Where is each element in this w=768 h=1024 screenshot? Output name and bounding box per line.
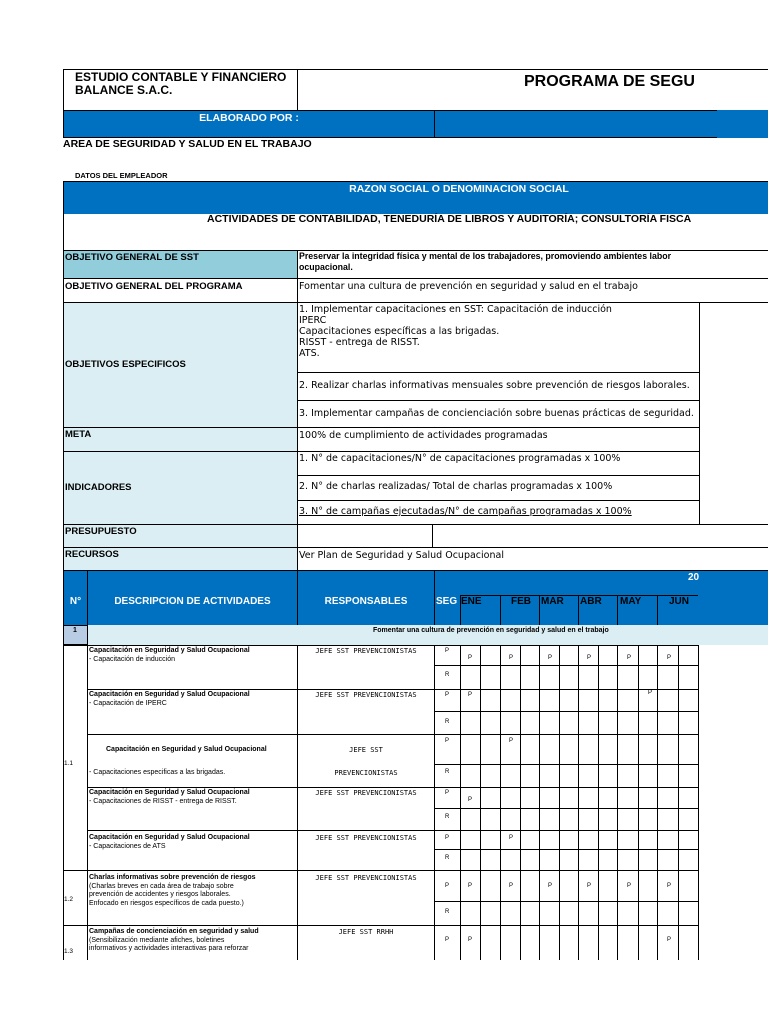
- activity-5-resp: JEFE SST PREVENCIONISTAS: [315, 834, 417, 842]
- seg-p-1: P: [445, 648, 450, 654]
- plan-6-mar: P: [548, 883, 553, 889]
- month-jun: JUN: [669, 596, 690, 607]
- col-desc-label: DESCRIPCION DE ACTIVIDADES: [114, 596, 271, 607]
- year-label: 20: [688, 572, 700, 583]
- activity-2-sub: - Capacitación de IPERC: [89, 699, 167, 707]
- grid-group-line: [63, 870, 87, 871]
- activity-5-desc: [89, 834, 250, 851]
- seg-r-5: R: [445, 855, 450, 861]
- activity-3-resp-line2: PREVENCIONISTAS: [334, 769, 398, 777]
- indicador-3: 3. N° de campañas ejecutadas/N° de campañas programadas x 100%: [299, 506, 632, 517]
- grid-row-line: [87, 734, 698, 735]
- datos-empleador-label: DATOS DEL EMPLEADOR: [75, 171, 168, 180]
- grid-row-line: [87, 925, 698, 926]
- esp1-line5: ATS.: [299, 348, 320, 359]
- grid-col-line: [698, 645, 699, 960]
- plan-6-ene: P: [468, 883, 473, 889]
- presupuesto-label: PRESUPUESTO: [65, 526, 137, 537]
- activity-4-title: Capacitación en Seguridad y Salud Ocupacional: [89, 789, 250, 796]
- activity-6-line4: Enfocado en riesgos específicos de cada puesto.): [89, 899, 244, 907]
- plan-1-feb: P: [509, 655, 514, 661]
- group-1-3-num: 1.3: [64, 948, 74, 955]
- grid-split-line: [434, 849, 698, 850]
- month-may: MAY: [620, 596, 642, 607]
- plan-1-mar: P: [548, 655, 553, 661]
- grid-split-line: [434, 665, 698, 666]
- plan-2-ene: P: [468, 692, 473, 698]
- area-title: AREA DE SEGURIDAD Y SALUD EN EL TRABAJO: [63, 138, 312, 150]
- group-1-1-num: 1.1: [64, 760, 74, 767]
- indicadores-label: INDICADORES: [65, 482, 132, 493]
- activity-1-desc: [89, 647, 250, 664]
- objetivo-especifico-2: 2. Realizar charlas informativas mensuales sobre prevención de riesgos laborales.: [299, 380, 690, 391]
- objetivo-especifico-3: 3. Implementar campañas de concienciación sobre buenas prácticas de seguridad.: [299, 408, 694, 419]
- grid-row-line: [87, 787, 698, 788]
- activity-3-resp-line1: JEFE SST: [349, 746, 383, 754]
- program-title: PROGRAMA DE SEGU: [524, 73, 695, 90]
- recursos-value: Ver Plan de Seguridad y Salud Ocupacional: [299, 550, 504, 561]
- seg-p-7: P: [445, 937, 450, 943]
- seg-r-2: R: [445, 719, 450, 725]
- activity-6-line1: Charlas informativas sobre prevención de riesgos: [89, 874, 256, 881]
- objetivo-sst-line1: Preservar la integridad física y mental de los trabajadores, promoviendo ambientes labor: [299, 251, 672, 261]
- month-abr: ABR: [580, 596, 602, 607]
- activity-4-resp: JEFE SST PREVENCIONISTAS: [315, 789, 417, 797]
- recursos-label: RECURSOS: [65, 549, 119, 560]
- grid-col-line: [480, 645, 481, 960]
- company-name-line2: BALANCE S.A.C.: [75, 83, 173, 97]
- activity-6-desc: [89, 874, 256, 908]
- activity-7-line2: (Sensibilización mediante afiches, boletines: [89, 936, 225, 944]
- plan-7-jun: P: [667, 937, 672, 943]
- actividades-text: ACTIVIDADES DE CONTABILIDAD, TENEDURÍA DE LIBROS Y AUDITORÍA; CONSULTORÍA FISCA: [207, 213, 692, 225]
- objetivo-programa-label: OBJETIVO GENERAL DEL PROGRAMA: [65, 281, 243, 292]
- plan-6-may: P: [627, 883, 632, 889]
- activity-5-title: Capacitación en Seguridad y Salud Ocupacional: [89, 834, 250, 841]
- plan-5-feb: P: [509, 835, 514, 841]
- grid-row-line: [87, 870, 698, 871]
- col-resp-label: RESPONSABLES: [324, 596, 408, 607]
- activity-5-sub: - Capacitaciones de ATS: [89, 842, 166, 850]
- section-title: Fomentar una cultura de prevención en seguridad y salud en el trabajo: [373, 627, 609, 634]
- activity-1-resp: JEFE SST PREVENCIONISTAS: [315, 647, 417, 655]
- plan-2-may: P: [648, 690, 653, 696]
- plan-1-may: P: [627, 655, 632, 661]
- meta-label: META: [65, 429, 92, 440]
- grid-group-line: [63, 645, 87, 646]
- grid-col-line: [657, 645, 658, 960]
- objetivos-especificos-label: OBJETIVOS ESPECIFICOS: [65, 359, 186, 370]
- grid-split-line: [434, 808, 698, 809]
- objetivo-programa-value: Fomentar una cultura de prevención en seguridad y salud en el trabajo: [299, 281, 638, 292]
- grid-col-line: [578, 645, 579, 960]
- activity-1-sub: - Capacitación de inducción: [89, 655, 175, 663]
- company-name-line1: ESTUDIO CONTABLE Y FINANCIERO: [75, 70, 287, 84]
- grid-group-line: [63, 925, 87, 926]
- grid-col-line: [539, 645, 540, 960]
- seg-r-3: R: [445, 769, 450, 775]
- col-n-label: N°: [69, 596, 82, 607]
- meta-value: 100% de cumplimiento de actividades programadas: [299, 430, 548, 441]
- seg-p-4: P: [445, 790, 450, 796]
- plan-3-feb: P: [509, 738, 514, 744]
- objetivo-sst-label: OBJETIVO GENERAL DE SST: [65, 252, 199, 263]
- activity-6-resp: JEFE SST PREVENCIONISTAS: [315, 874, 417, 882]
- grid-col-line: [460, 645, 461, 960]
- grid-split-line: [434, 764, 698, 765]
- group-1-2-num: 1.2: [64, 896, 74, 903]
- activity-7-resp: JEFE SST RRHH: [338, 928, 394, 936]
- plan-4-ene: P: [468, 797, 473, 803]
- activity-3-sub: - Capacitaciones especificas a las brigadas.: [89, 769, 226, 776]
- seg-p-3: P: [445, 738, 450, 744]
- seg-r-6: R: [445, 909, 450, 915]
- grid-row-line: [87, 830, 698, 831]
- activity-2-resp: JEFE SST PREVENCIONISTAS: [315, 691, 417, 699]
- grid-row-line: [87, 645, 698, 646]
- grid-col-line: [598, 645, 599, 960]
- grid-col-line: [500, 645, 501, 960]
- grid-split-line: [434, 711, 698, 712]
- activity-7-line1: Campañas de concienciación en seguridad y salud: [89, 928, 259, 935]
- seg-r-4: R: [445, 814, 450, 820]
- grid-col-line: [617, 645, 618, 960]
- activity-7-line3: informativos y actividades interactivas para reforzar: [89, 945, 249, 952]
- plan-6-jun: P: [667, 883, 672, 889]
- month-feb: FEB: [511, 596, 531, 607]
- activity-2-desc: [89, 691, 250, 708]
- objetivo-sst-line2: ocupacional.: [299, 261, 353, 272]
- activity-7-desc: [89, 928, 259, 954]
- seg-p-2: P: [445, 692, 450, 698]
- plan-1-jun: P: [667, 655, 672, 661]
- indicador-2: 2. N° de charlas realizadas/ Total de charlas programadas x 100%: [299, 481, 613, 492]
- esp1-line3: Capacitaciones específicas a las brigadas.: [299, 326, 500, 337]
- activity-6-line2: (Charlas breves en cada área de trabajo sobre: [89, 882, 234, 890]
- activity-6-line3: prevención de accidentes y riesgos laborales.: [89, 891, 231, 898]
- plan-1-abr: P: [587, 655, 592, 661]
- grid-col-line: [520, 645, 521, 960]
- activity-3-title: Capacitación en Seguridad y Salud Ocupacional: [106, 746, 267, 753]
- activity-2-title: Capacitación en Seguridad y Salud Ocupacional: [89, 691, 250, 698]
- grid-col-line: [559, 645, 560, 960]
- grid-col-line: [63, 645, 64, 960]
- activity-4-desc: [89, 789, 250, 806]
- grid-col-line: [638, 645, 639, 960]
- razon-social-label: RAZON SOCIAL O DENOMINACION SOCIAL: [349, 183, 569, 195]
- month-ene: ENE: [461, 596, 482, 607]
- seg-p-5: P: [445, 835, 450, 841]
- grid-col-line: [678, 645, 679, 960]
- seg-r-1: R: [445, 672, 450, 678]
- esp1-line4: RISST - entrega de RISST.: [299, 337, 420, 348]
- plan-6-abr: P: [587, 883, 592, 889]
- col-seg-label: SEG: [436, 596, 458, 607]
- indicador-1: 1. N° de capacitaciones/N° de capacitaciones programadas x 100%: [299, 453, 621, 464]
- plan-1-ene: P: [468, 655, 473, 661]
- plan-6-feb: P: [509, 883, 514, 889]
- activity-1-title: Capacitación en Seguridad y Salud Ocupacional: [89, 647, 250, 654]
- month-mar: MAR: [541, 596, 564, 607]
- grid-split-line: [434, 901, 698, 902]
- seg-p-6: P: [445, 883, 450, 889]
- grid-col-line: [87, 645, 88, 960]
- esp1-line2: IPERC: [299, 315, 327, 326]
- section-num: 1: [73, 627, 77, 634]
- elaborado-por-label: ELABORADO POR :: [199, 112, 299, 124]
- activity-4-sub: - Capacitaciones de RISST - entrega de RISST.: [89, 797, 237, 805]
- grid-row-line: [87, 689, 698, 690]
- plan-7-ene: P: [468, 937, 473, 943]
- esp1-line1: 1. Implementar capacitaciones en SST: Capacitación de inducción: [299, 304, 612, 315]
